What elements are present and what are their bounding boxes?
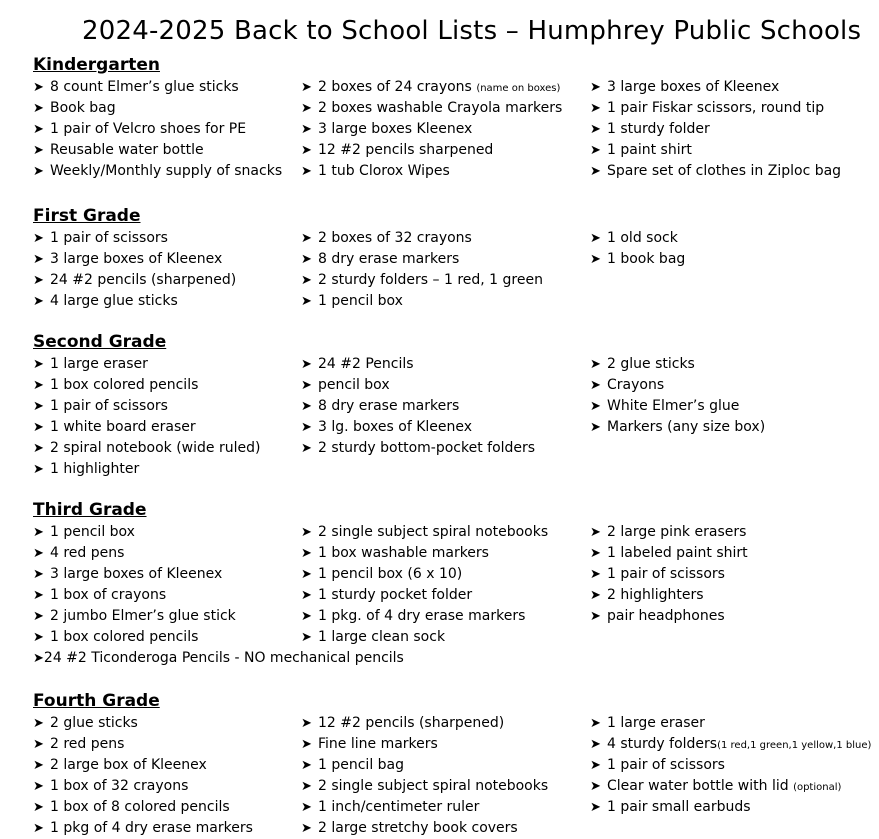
list-item bbox=[590, 140, 841, 161]
item-text: 1 pair of scissors bbox=[607, 757, 725, 773]
list-item bbox=[33, 755, 253, 776]
list-item bbox=[33, 522, 236, 543]
supply-column bbox=[301, 522, 548, 648]
list-item bbox=[33, 564, 236, 585]
list-item bbox=[301, 354, 535, 375]
item-text: 12 #2 pencils (sharpened) bbox=[318, 715, 505, 731]
item-text: 4 large glue sticks bbox=[50, 293, 178, 309]
item-text: pencil box bbox=[318, 377, 390, 393]
arrow-bullet-icon: ➤ bbox=[33, 101, 44, 116]
arrow-bullet-icon: ➤ bbox=[590, 378, 601, 393]
item-text: 24 #2 Pencils bbox=[318, 356, 414, 372]
arrow-bullet-icon: ➤ bbox=[301, 821, 312, 836]
arrow-bullet-icon: ➤ bbox=[301, 273, 312, 288]
arrow-bullet-icon: ➤ bbox=[33, 122, 44, 137]
list-item bbox=[590, 77, 841, 98]
list-item bbox=[33, 417, 260, 438]
list-item bbox=[33, 77, 282, 98]
supply-column bbox=[590, 354, 765, 438]
arrow-bullet-icon: ➤ bbox=[33, 294, 44, 309]
list-item bbox=[33, 818, 253, 839]
arrow-bullet-icon: ➤ bbox=[33, 143, 44, 158]
item-text: 1 pair small earbuds bbox=[607, 799, 751, 815]
item-text: 3 large boxes Kleenex bbox=[318, 121, 473, 137]
list-item bbox=[590, 585, 748, 606]
list-item bbox=[33, 606, 236, 627]
item-text: 1 pair Fiskar scissors, round tip bbox=[607, 100, 825, 116]
arrow-bullet-icon: ➤ bbox=[33, 525, 44, 540]
arrow-bullet-icon: ➤ bbox=[33, 800, 44, 815]
arrow-bullet-icon: ➤ bbox=[590, 567, 601, 582]
list-item bbox=[301, 270, 543, 291]
arrow-bullet-icon: ➤ bbox=[33, 716, 44, 731]
arrow-bullet-icon: ➤ bbox=[590, 525, 601, 540]
list-item bbox=[301, 564, 548, 585]
supply-column bbox=[33, 354, 260, 480]
item-text: 1 pair of Velcro shoes for PE bbox=[50, 121, 247, 137]
item-text: pair headphones bbox=[607, 608, 725, 624]
item-text: 2 single subject spiral notebooks bbox=[318, 778, 549, 794]
item-text: 2 sturdy bottom-pocket folders bbox=[318, 440, 536, 456]
item-text: 24 #2 Ticonderoga Pencils - NO mechanical pencils bbox=[43, 650, 404, 666]
item-text: Spare set of clothes in Ziploc bag bbox=[607, 163, 842, 179]
item-text: Markers (any size box) bbox=[607, 419, 766, 435]
arrow-bullet-icon: ➤ bbox=[590, 609, 601, 624]
item-text: 1 box washable markers bbox=[318, 545, 489, 561]
arrow-bullet-icon: ➤ bbox=[590, 80, 601, 95]
arrow-bullet-icon: ➤ bbox=[33, 420, 44, 435]
arrow-bullet-icon: ➤ bbox=[301, 143, 312, 158]
list-item bbox=[33, 713, 253, 734]
item-text: 2 glue sticks bbox=[607, 356, 695, 372]
arrow-bullet-icon: ➤ bbox=[33, 651, 44, 666]
arrow-bullet-icon: ➤ bbox=[33, 441, 44, 456]
item-note: (1 red,1 green,1 yellow,1 blue) bbox=[717, 740, 872, 751]
item-text: 12 #2 pencils sharpened bbox=[318, 142, 494, 158]
list-item-full-width bbox=[33, 648, 404, 669]
list-item bbox=[590, 228, 685, 249]
supply-column bbox=[33, 77, 282, 182]
arrow-bullet-icon: ➤ bbox=[590, 122, 601, 137]
arrow-bullet-icon: ➤ bbox=[590, 164, 601, 179]
item-text: 8 count Elmer’s glue sticks bbox=[50, 79, 239, 95]
arrow-bullet-icon: ➤ bbox=[301, 779, 312, 794]
arrow-bullet-icon: ➤ bbox=[301, 378, 312, 393]
item-text: White Elmer’s glue bbox=[607, 398, 740, 414]
arrow-bullet-icon: ➤ bbox=[301, 80, 312, 95]
item-text: 8 dry erase markers bbox=[318, 398, 460, 414]
list-item bbox=[301, 396, 535, 417]
item-text: 3 lg. boxes of Kleenex bbox=[318, 419, 473, 435]
grade-heading: Fourth Grade bbox=[33, 691, 160, 711]
arrow-bullet-icon: ➤ bbox=[301, 588, 312, 603]
grade-heading: First Grade bbox=[33, 206, 141, 226]
supply-column bbox=[33, 713, 253, 839]
item-text: 2 highlighters bbox=[607, 587, 704, 603]
item-text: 1 large eraser bbox=[607, 715, 705, 731]
supply-column bbox=[301, 228, 543, 312]
supply-column bbox=[301, 354, 535, 459]
list-item bbox=[301, 713, 548, 734]
item-text: 2 jumbo Elmer’s glue stick bbox=[50, 608, 236, 624]
arrow-bullet-icon: ➤ bbox=[590, 716, 601, 731]
item-text: 1 tub Clorox Wipes bbox=[318, 163, 450, 179]
list-item bbox=[33, 140, 282, 161]
item-text: 3 large boxes of Kleenex bbox=[50, 251, 223, 267]
item-text: 1 sturdy pocket folder bbox=[318, 587, 473, 603]
item-text: 2 large box of Kleenex bbox=[50, 757, 207, 773]
grade-heading: Kindergarten bbox=[33, 55, 160, 75]
list-item bbox=[33, 98, 282, 119]
arrow-bullet-icon: ➤ bbox=[33, 779, 44, 794]
arrow-bullet-icon: ➤ bbox=[33, 758, 44, 773]
list-item bbox=[590, 98, 841, 119]
item-text: Fine line markers bbox=[318, 736, 438, 752]
list-item bbox=[590, 797, 871, 818]
arrow-bullet-icon: ➤ bbox=[33, 609, 44, 624]
list-item bbox=[301, 140, 562, 161]
list-item bbox=[590, 249, 685, 270]
arrow-bullet-icon: ➤ bbox=[33, 231, 44, 246]
list-item bbox=[301, 228, 543, 249]
list-item bbox=[590, 396, 765, 417]
arrow-bullet-icon: ➤ bbox=[301, 122, 312, 137]
arrow-bullet-icon: ➤ bbox=[33, 821, 44, 836]
arrow-bullet-icon: ➤ bbox=[33, 546, 44, 561]
item-text: 1 large clean sock bbox=[318, 629, 446, 645]
item-text: 1 box of crayons bbox=[50, 587, 167, 603]
list-item bbox=[590, 543, 748, 564]
list-item bbox=[590, 375, 765, 396]
list-item bbox=[301, 734, 548, 755]
arrow-bullet-icon: ➤ bbox=[33, 462, 44, 477]
item-text: 8 dry erase markers bbox=[318, 251, 460, 267]
item-text: Crayons bbox=[607, 377, 665, 393]
arrow-bullet-icon: ➤ bbox=[301, 164, 312, 179]
arrow-bullet-icon: ➤ bbox=[33, 378, 44, 393]
arrow-bullet-icon: ➤ bbox=[301, 252, 312, 267]
list-item bbox=[33, 585, 236, 606]
arrow-bullet-icon: ➤ bbox=[301, 101, 312, 116]
arrow-bullet-icon: ➤ bbox=[301, 609, 312, 624]
list-item bbox=[33, 797, 253, 818]
arrow-bullet-icon: ➤ bbox=[590, 231, 601, 246]
list-item bbox=[33, 119, 282, 140]
item-text: 1 sturdy folder bbox=[607, 121, 710, 137]
item-text: 1 pkg. of 4 dry erase markers bbox=[318, 608, 526, 624]
item-text: Book bag bbox=[50, 100, 116, 116]
arrow-bullet-icon: ➤ bbox=[301, 525, 312, 540]
list-item bbox=[301, 627, 548, 648]
item-text: 1 book bag bbox=[607, 251, 686, 267]
arrow-bullet-icon: ➤ bbox=[33, 630, 44, 645]
item-text: 1 pencil box (6 x 10) bbox=[318, 566, 463, 582]
list-item bbox=[590, 354, 765, 375]
item-text: 1 old sock bbox=[607, 230, 678, 246]
list-item bbox=[33, 375, 260, 396]
arrow-bullet-icon: ➤ bbox=[33, 737, 44, 752]
item-text: 2 boxes of 24 crayons bbox=[318, 79, 472, 95]
arrow-bullet-icon: ➤ bbox=[590, 737, 601, 752]
list-item bbox=[301, 776, 548, 797]
list-item bbox=[33, 354, 260, 375]
list-item bbox=[590, 606, 748, 627]
item-text: 1 pencil bag bbox=[318, 757, 405, 773]
list-item bbox=[590, 755, 871, 776]
supply-column bbox=[590, 713, 871, 818]
list-item bbox=[590, 776, 871, 797]
arrow-bullet-icon: ➤ bbox=[301, 800, 312, 815]
arrow-bullet-icon: ➤ bbox=[590, 101, 601, 116]
grade-heading: Third Grade bbox=[33, 500, 147, 520]
supply-column bbox=[590, 522, 748, 627]
supply-column bbox=[33, 522, 236, 648]
item-text: 2 single subject spiral notebooks bbox=[318, 524, 549, 540]
list-item bbox=[33, 543, 236, 564]
item-text: 1 pair of scissors bbox=[50, 230, 168, 246]
arrow-bullet-icon: ➤ bbox=[590, 143, 601, 158]
item-text: 1 highlighter bbox=[50, 461, 140, 477]
arrow-bullet-icon: ➤ bbox=[301, 399, 312, 414]
arrow-bullet-icon: ➤ bbox=[590, 779, 601, 794]
arrow-bullet-icon: ➤ bbox=[301, 716, 312, 731]
list-item bbox=[301, 797, 548, 818]
arrow-bullet-icon: ➤ bbox=[301, 630, 312, 645]
item-text: 2 red pens bbox=[50, 736, 125, 752]
item-text: 1 pencil box bbox=[318, 293, 403, 309]
arrow-bullet-icon: ➤ bbox=[301, 567, 312, 582]
supply-column bbox=[33, 228, 236, 312]
list-item bbox=[301, 375, 535, 396]
arrow-bullet-icon: ➤ bbox=[590, 800, 601, 815]
list-item bbox=[301, 522, 548, 543]
list-item bbox=[33, 161, 282, 182]
item-text: 2 glue sticks bbox=[50, 715, 138, 731]
item-text: 2 sturdy folders – 1 red, 1 green bbox=[318, 272, 543, 288]
item-text: 1 box colored pencils bbox=[50, 377, 199, 393]
arrow-bullet-icon: ➤ bbox=[301, 441, 312, 456]
arrow-bullet-icon: ➤ bbox=[33, 252, 44, 267]
supply-column bbox=[590, 228, 685, 270]
arrow-bullet-icon: ➤ bbox=[33, 399, 44, 414]
list-item bbox=[301, 543, 548, 564]
item-text: 1 pencil box bbox=[50, 524, 135, 540]
arrow-bullet-icon: ➤ bbox=[33, 164, 44, 179]
arrow-bullet-icon: ➤ bbox=[33, 80, 44, 95]
item-text: 1 pkg of 4 dry erase markers bbox=[50, 820, 253, 836]
arrow-bullet-icon: ➤ bbox=[33, 357, 44, 372]
list-item bbox=[33, 734, 253, 755]
arrow-bullet-icon: ➤ bbox=[33, 567, 44, 582]
arrow-bullet-icon: ➤ bbox=[301, 357, 312, 372]
item-text: 1 box of 8 colored pencils bbox=[50, 799, 230, 815]
item-text: 2 large stretchy book covers bbox=[318, 820, 518, 836]
list-item bbox=[301, 119, 562, 140]
item-text: 4 sturdy folders bbox=[607, 736, 718, 752]
item-text: Weekly/Monthly supply of snacks bbox=[50, 163, 283, 179]
item-text: 4 red pens bbox=[50, 545, 125, 561]
item-text: 2 spiral notebook (wide ruled) bbox=[50, 440, 261, 456]
list-item bbox=[590, 522, 748, 543]
list-item bbox=[33, 396, 260, 417]
list-item bbox=[33, 776, 253, 797]
arrow-bullet-icon: ➤ bbox=[301, 294, 312, 309]
item-text: 1 paint shirt bbox=[607, 142, 692, 158]
item-text: 1 inch/centimeter ruler bbox=[318, 799, 480, 815]
list-item bbox=[301, 291, 543, 312]
arrow-bullet-icon: ➤ bbox=[301, 420, 312, 435]
item-text: 1 pair of scissors bbox=[607, 566, 725, 582]
list-item bbox=[301, 77, 562, 98]
item-text: 1 white board eraser bbox=[50, 419, 196, 435]
grade-heading: Second Grade bbox=[33, 332, 167, 352]
arrow-bullet-icon: ➤ bbox=[33, 273, 44, 288]
list-item bbox=[301, 438, 535, 459]
list-item bbox=[301, 606, 548, 627]
list-item bbox=[590, 417, 765, 438]
item-text: 2 boxes of 32 crayons bbox=[318, 230, 472, 246]
item-text: Reusable water bottle bbox=[50, 142, 204, 158]
arrow-bullet-icon: ➤ bbox=[301, 546, 312, 561]
arrow-bullet-icon: ➤ bbox=[590, 420, 601, 435]
list-item bbox=[33, 249, 236, 270]
item-text: 1 large eraser bbox=[50, 356, 148, 372]
list-item bbox=[590, 161, 841, 182]
arrow-bullet-icon: ➤ bbox=[590, 758, 601, 773]
supply-column bbox=[301, 713, 548, 839]
list-item bbox=[33, 459, 260, 480]
list-item bbox=[301, 755, 548, 776]
list-item bbox=[301, 585, 548, 606]
item-text: 24 #2 pencils (sharpened) bbox=[50, 272, 237, 288]
item-text: 1 labeled paint shirt bbox=[607, 545, 748, 561]
list-item bbox=[590, 713, 871, 734]
list-item bbox=[33, 627, 236, 648]
list-item bbox=[590, 564, 748, 585]
arrow-bullet-icon: ➤ bbox=[33, 588, 44, 603]
list-item bbox=[590, 734, 871, 755]
item-text: 1 pair of scissors bbox=[50, 398, 168, 414]
arrow-bullet-icon: ➤ bbox=[301, 758, 312, 773]
item-text: 3 large boxes of Kleenex bbox=[50, 566, 223, 582]
list-item bbox=[33, 228, 236, 249]
item-note: (name on boxes) bbox=[476, 83, 561, 94]
arrow-bullet-icon: ➤ bbox=[301, 737, 312, 752]
arrow-bullet-icon: ➤ bbox=[590, 357, 601, 372]
supply-column bbox=[590, 77, 841, 182]
arrow-bullet-icon: ➤ bbox=[590, 546, 601, 561]
item-text: Clear water bottle with lid bbox=[607, 778, 789, 794]
arrow-bullet-icon: ➤ bbox=[301, 231, 312, 246]
item-text: 1 box of 32 crayons bbox=[50, 778, 189, 794]
list-item bbox=[301, 417, 535, 438]
list-item bbox=[590, 119, 841, 140]
arrow-bullet-icon: ➤ bbox=[590, 252, 601, 267]
list-item bbox=[33, 438, 260, 459]
list-item bbox=[301, 98, 562, 119]
list-item bbox=[301, 249, 543, 270]
item-text: 2 boxes washable Crayola markers bbox=[318, 100, 563, 116]
list-item bbox=[33, 291, 236, 312]
item-text: 1 box colored pencils bbox=[50, 629, 199, 645]
arrow-bullet-icon: ➤ bbox=[590, 588, 601, 603]
item-text: 2 large pink erasers bbox=[607, 524, 747, 540]
item-note: (optional) bbox=[793, 782, 842, 793]
arrow-bullet-icon: ➤ bbox=[590, 399, 601, 414]
list-item bbox=[33, 270, 236, 291]
list-item bbox=[301, 818, 548, 839]
supply-column bbox=[301, 77, 562, 182]
list-item bbox=[301, 161, 562, 182]
document-title: 2024-2025 Back to School Lists – Humphrey Public Schools bbox=[82, 16, 862, 46]
item-text: 3 large boxes of Kleenex bbox=[607, 79, 780, 95]
